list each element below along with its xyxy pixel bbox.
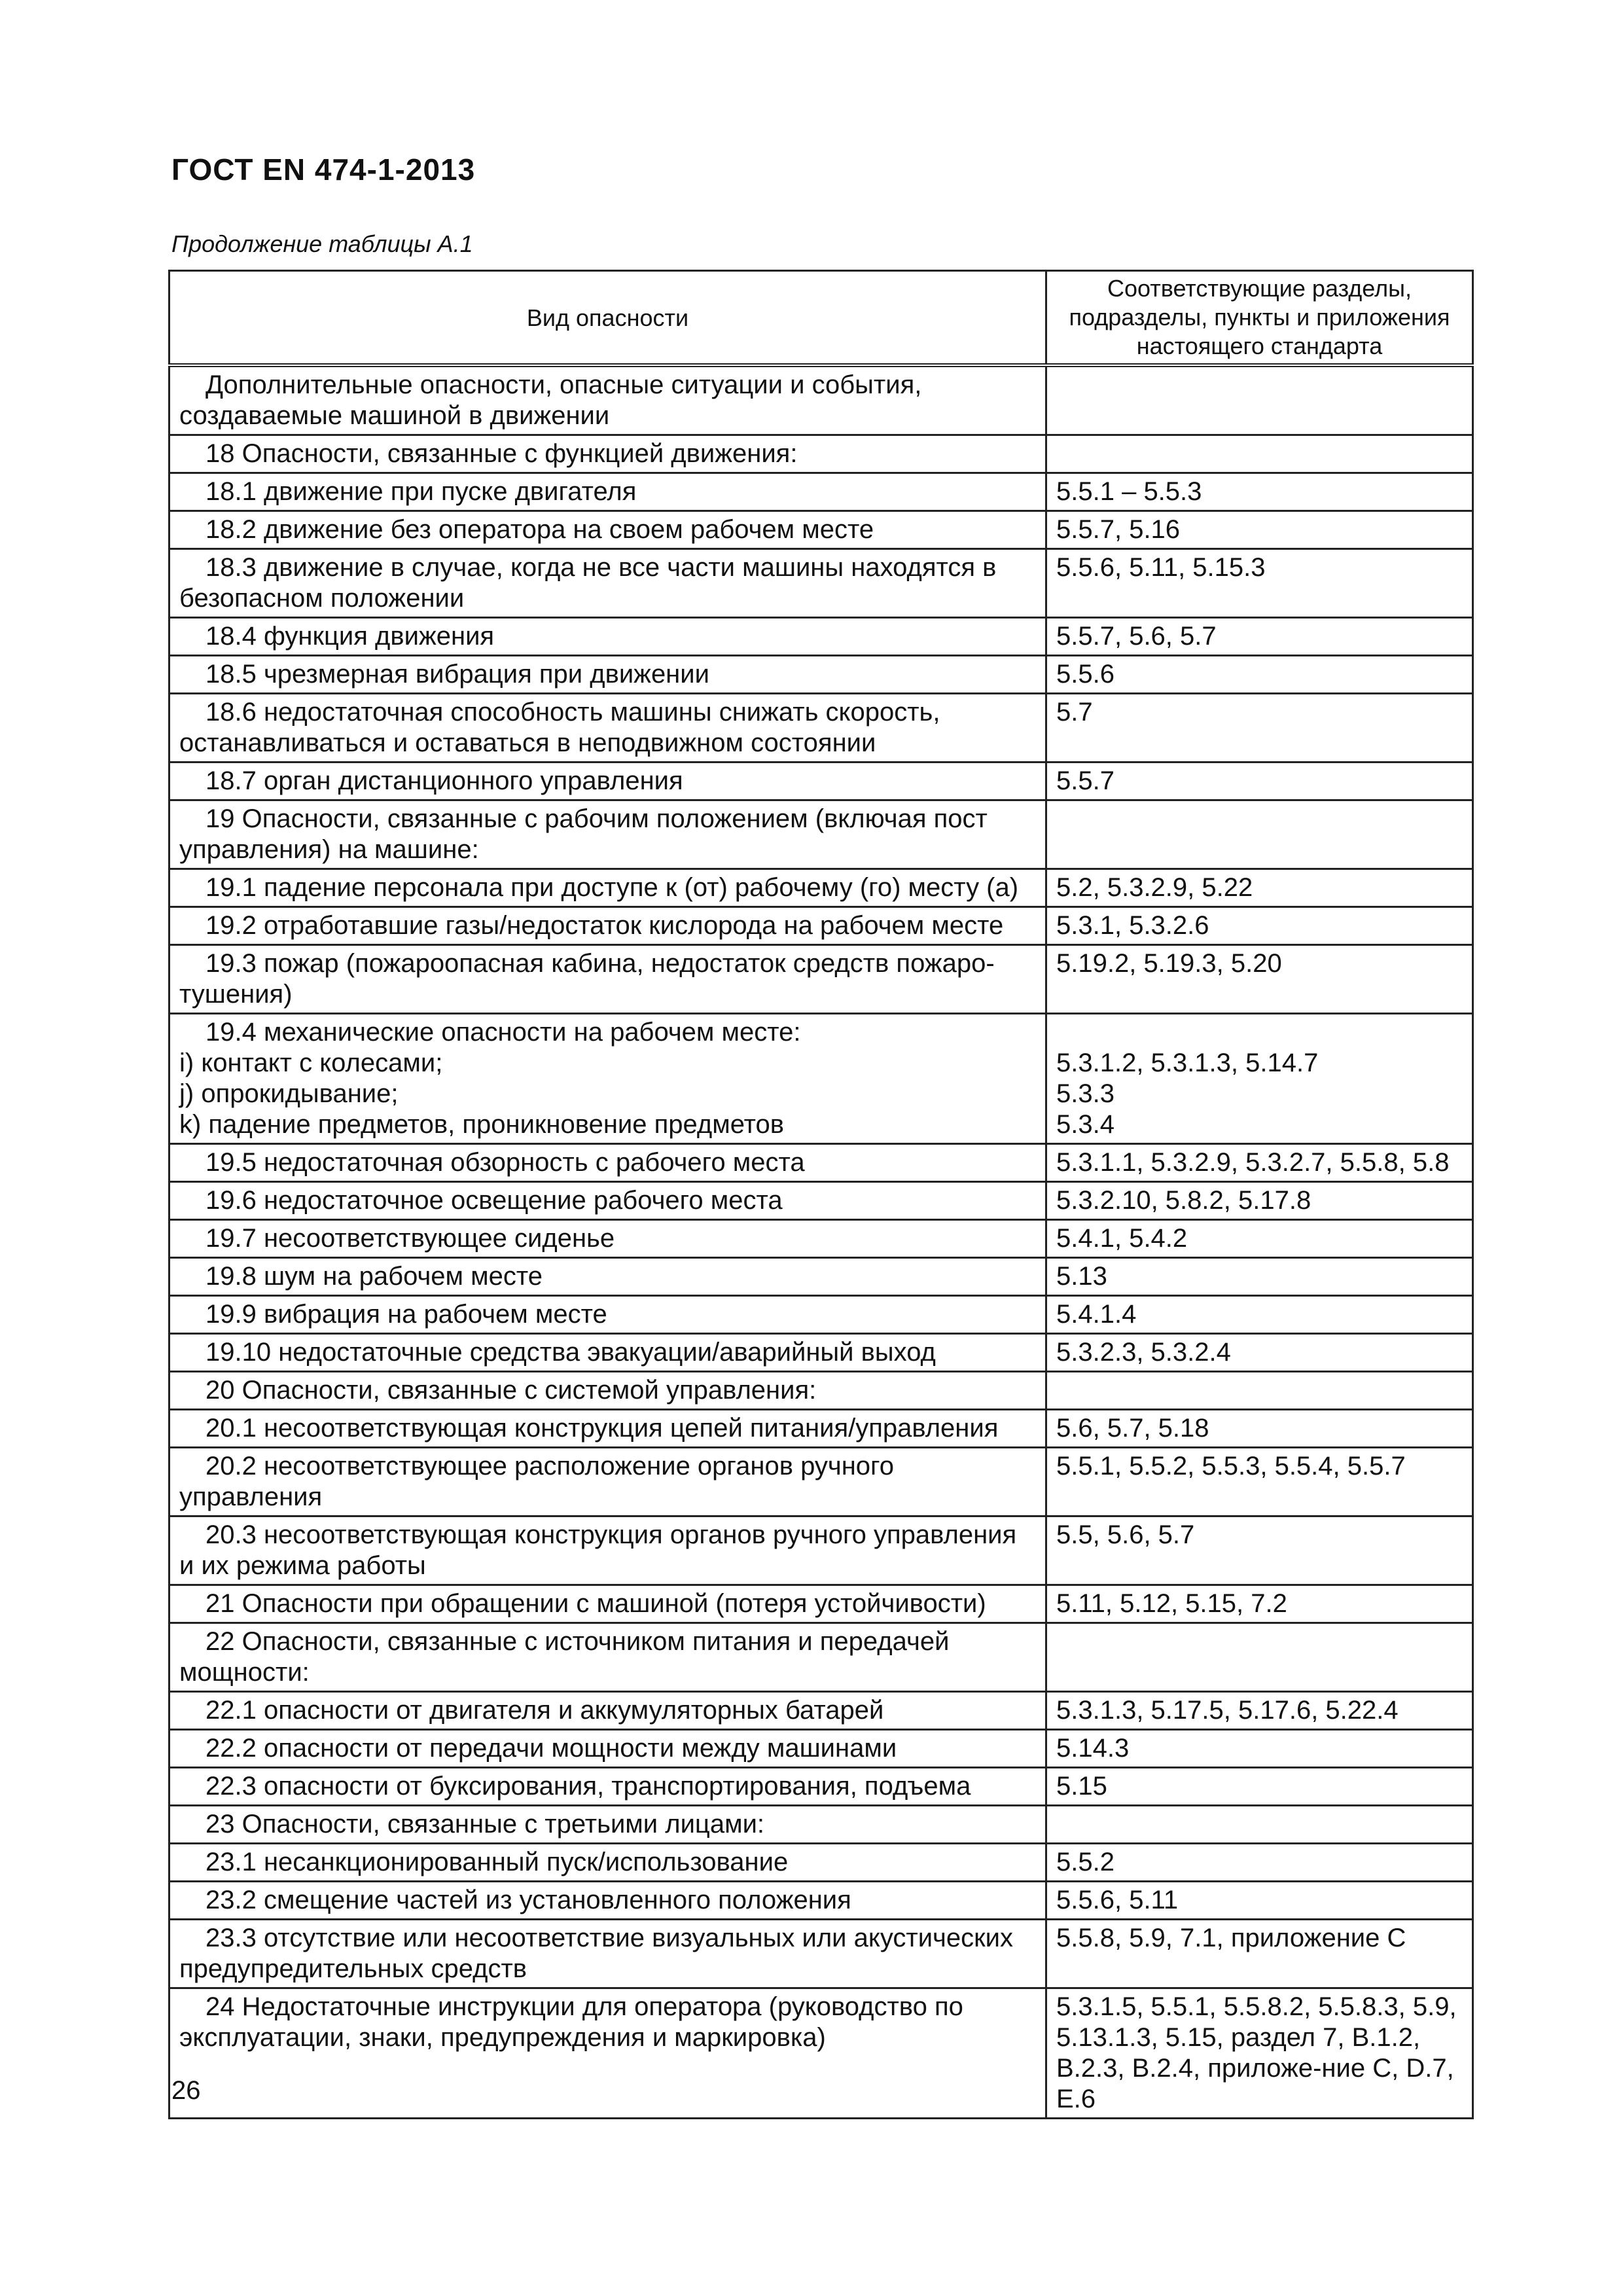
reference-cell: 5.2, 5.3.2.9, 5.22	[1046, 869, 1473, 907]
table-row	[169, 435, 1473, 473]
reference-subline: 5.3.4	[1056, 1110, 1115, 1139]
table-header-row	[169, 271, 1473, 366]
hazard-cell: 19.10 недостаточные средства эвакуации/аварийный выход	[169, 1334, 1046, 1372]
hazard-category-cell: 20 Опасности, связанные с системой управления:	[169, 1372, 1046, 1410]
hazard-category-cell: 22 Опасности, связанные с источником питания и передачей мощности:	[169, 1623, 1046, 1692]
hazard-subline: k) падение предметов, проникновение предметов	[179, 1110, 785, 1139]
table-row	[169, 1585, 1473, 1623]
hazard-cell: 22.2 опасности от передачи мощности между машинами	[169, 1730, 1046, 1768]
reference-cell: 5.3.2.3, 5.3.2.4	[1046, 1334, 1473, 1372]
column-header-hazard: Вид опасности	[169, 271, 1046, 366]
hazard-subline: 19.4 механические опасности на рабочем месте:	[205, 1018, 801, 1047]
table-row	[169, 656, 1473, 694]
reference-cell: 5.6, 5.7, 5.18	[1046, 1410, 1473, 1448]
table-row	[169, 1692, 1473, 1730]
reference-cell: 5.3.1.5, 5.5.1, 5.5.8.2, 5.5.8.3, 5.9, 5.13.1.3, 5.15, раздел 7, В.1.2, В.2.3, В.2.4, приложе-ние С, D.7, E.6	[1046, 1988, 1473, 2119]
table-row	[169, 1988, 1473, 2119]
table-row	[169, 945, 1473, 1014]
table-caption: Продолжение таблицы А.1	[171, 230, 473, 257]
hazard-cell: 23.2 смещение частей из установленного положения	[169, 1882, 1046, 1920]
hazard-cell: 20.3 несоответствующая конструкция органов ручного управления и их режима работы	[169, 1516, 1046, 1585]
hazard-cell: 23.1 несанкционированный пуск/использование	[169, 1844, 1046, 1882]
hazard-category-cell: 18 Опасности, связанные с функцией движения:	[169, 435, 1046, 473]
table-row	[169, 800, 1473, 869]
hazard-cell: 18.6 недостаточная способность машины снижать скорость, останавливаться и оставаться в неподвижном состоянии	[169, 694, 1046, 762]
table-row	[169, 762, 1473, 800]
table-row	[169, 1730, 1473, 1768]
table-row	[169, 907, 1473, 945]
table-row	[169, 694, 1473, 762]
hazard-cell: 18.2 движение без оператора на своем рабочем месте	[169, 511, 1046, 549]
hazard-cell: 19.5 недостаточная обзорность с рабочего места	[169, 1144, 1046, 1182]
reference-cell: 5.3.1.1, 5.3.2.9, 5.3.2.7, 5.5.8, 5.8	[1046, 1144, 1473, 1182]
reference-cell: 5.5.6, 5.11, 5.15.3	[1046, 549, 1473, 618]
hazard-subline: j) опрокидывание;	[179, 1079, 399, 1108]
table-row	[169, 1844, 1473, 1882]
reference-cell: 5.5.1 – 5.5.3	[1046, 473, 1473, 511]
hazard-cell: 23.3 отсутствие или несоответствие визуальных или акустических предупредительных средств	[169, 1920, 1046, 1988]
hazard-cell: 18.7 орган дистанционного управления	[169, 762, 1046, 800]
reference-cell	[1046, 1014, 1473, 1144]
reference-subline	[1056, 1017, 1463, 1048]
table-row	[169, 1296, 1473, 1334]
table-row	[169, 1806, 1473, 1844]
table-row	[169, 1372, 1473, 1410]
table-row	[169, 1220, 1473, 1258]
reference-cell: 5.13	[1046, 1258, 1473, 1296]
reference-cell	[1046, 1806, 1473, 1844]
hazard-cell: 19.7 несоответствующее сиденье	[169, 1220, 1046, 1258]
hazard-cell: 20.1 несоответствующая конструкция цепей питания/управления	[169, 1410, 1046, 1448]
hazard-cell: 19.1 падение персонала при доступе к (от) рабочему (го) месту (а)	[169, 869, 1046, 907]
hazard-cell: 22.3 опасности от буксирования, транспортирования, подъема	[169, 1768, 1046, 1806]
reference-cell	[1046, 1372, 1473, 1410]
page-number: 26	[171, 2076, 201, 2105]
hazard-category-cell: 23 Опасности, связанные с третьими лицами:	[169, 1806, 1046, 1844]
hazard-category-cell: 21 Опасности при обращении с машиной (потеря устойчивости)	[169, 1585, 1046, 1623]
reference-cell: 5.19.2, 5.19.3, 5.20	[1046, 945, 1473, 1014]
reference-cell: 5.15	[1046, 1768, 1473, 1806]
hazard-cell: 20.2 несоответствующее расположение органов ручного управления	[169, 1448, 1046, 1516]
hazard-cell: 19.8 шум на рабочем месте	[169, 1258, 1046, 1296]
table-row	[169, 473, 1473, 511]
hazard-cell: 22.1 опасности от двигателя и аккумуляторных батарей	[169, 1692, 1046, 1730]
table-row	[169, 1448, 1473, 1516]
hazard-table	[168, 270, 1474, 2119]
table-row	[169, 1516, 1473, 1585]
table-row	[169, 511, 1473, 549]
reference-cell	[1046, 365, 1473, 435]
reference-cell: 5.4.1, 5.4.2	[1046, 1220, 1473, 1258]
table-row	[169, 618, 1473, 656]
hazard-subline: i) контакт с колесами;	[179, 1049, 443, 1077]
reference-cell: 5.11, 5.12, 5.15, 7.2	[1046, 1585, 1473, 1623]
reference-cell: 5.3.1, 5.3.2.6	[1046, 907, 1473, 945]
reference-cell: 5.5.2	[1046, 1844, 1473, 1882]
hazard-cell: 19.6 недостаточное освещение рабочего места	[169, 1182, 1046, 1220]
hazard-cell: 18.1 движение при пуске двигателя	[169, 473, 1046, 511]
reference-cell: 5.5.6, 5.11	[1046, 1882, 1473, 1920]
table-row	[169, 1014, 1473, 1144]
hazard-cell: 18.5 чрезмерная вибрация при движении	[169, 656, 1046, 694]
reference-cell: 5.5.8, 5.9, 7.1, приложение С	[1046, 1920, 1473, 1988]
reference-cell: 5.5.7	[1046, 762, 1473, 800]
hazard-cell: 19.2 отработавшие газы/недостаток кислорода на рабочем месте	[169, 907, 1046, 945]
hazard-cell: 18.4 функция движения	[169, 618, 1046, 656]
reference-cell	[1046, 800, 1473, 869]
reference-cell	[1046, 435, 1473, 473]
reference-cell: 5.5.7, 5.6, 5.7	[1046, 618, 1473, 656]
reference-cell: 5.5.7, 5.16	[1046, 511, 1473, 549]
hazard-cell	[169, 1014, 1046, 1144]
reference-cell: 5.3.2.10, 5.8.2, 5.17.8	[1046, 1182, 1473, 1220]
hazard-cell: 19.9 вибрация на рабочем месте	[169, 1296, 1046, 1334]
reference-subline: 5.3.3	[1056, 1079, 1115, 1108]
reference-cell: 5.4.1.4	[1046, 1296, 1473, 1334]
hazard-cell: 19.3 пожар (пожароопасная кабина, недостаток средств пожаро-тушения)	[169, 945, 1046, 1014]
table-row	[169, 1882, 1473, 1920]
reference-cell: 5.3.1.3, 5.17.5, 5.17.6, 5.22.4	[1046, 1692, 1473, 1730]
reference-cell: 5.5.1, 5.5.2, 5.5.3, 5.5.4, 5.5.7	[1046, 1448, 1473, 1516]
table-row	[169, 549, 1473, 618]
table-row	[169, 1144, 1473, 1182]
hazard-cell: 18.3 движение в случае, когда не все части машины находятся в безопасном положении	[169, 549, 1046, 618]
table-row	[169, 1182, 1473, 1220]
reference-cell: 5.5, 5.6, 5.7	[1046, 1516, 1473, 1585]
reference-cell: 5.5.6	[1046, 656, 1473, 694]
reference-subline: 5.3.1.2, 5.3.1.3, 5.14.7	[1056, 1049, 1319, 1077]
table-row	[169, 365, 1473, 435]
table-row	[169, 1334, 1473, 1372]
table-row	[169, 1623, 1473, 1692]
table-row	[169, 1410, 1473, 1448]
column-header-references: Соответствующие разделы, подразделы, пункты и приложения настоящего стандарта	[1046, 271, 1473, 366]
reference-cell: 5.14.3	[1046, 1730, 1473, 1768]
document-title: ГОСТ EN 474-1-2013	[171, 152, 476, 187]
table-row	[169, 869, 1473, 907]
table-row	[169, 1920, 1473, 1988]
table-row	[169, 1768, 1473, 1806]
hazard-category-cell: Дополнительные опасности, опасные ситуации и события, создаваемые машиной в движении	[169, 365, 1046, 435]
reference-cell	[1046, 1623, 1473, 1692]
hazard-category-cell: 19 Опасности, связанные с рабочим положением (включая пост управления) на машине:	[169, 800, 1046, 869]
table-row	[169, 1258, 1473, 1296]
reference-cell: 5.7	[1046, 694, 1473, 762]
hazard-category-cell: 24 Недостаточные инструкции для оператора (руководство по эксплуатации, знаки, предупреждения и маркировка)	[169, 1988, 1046, 2119]
